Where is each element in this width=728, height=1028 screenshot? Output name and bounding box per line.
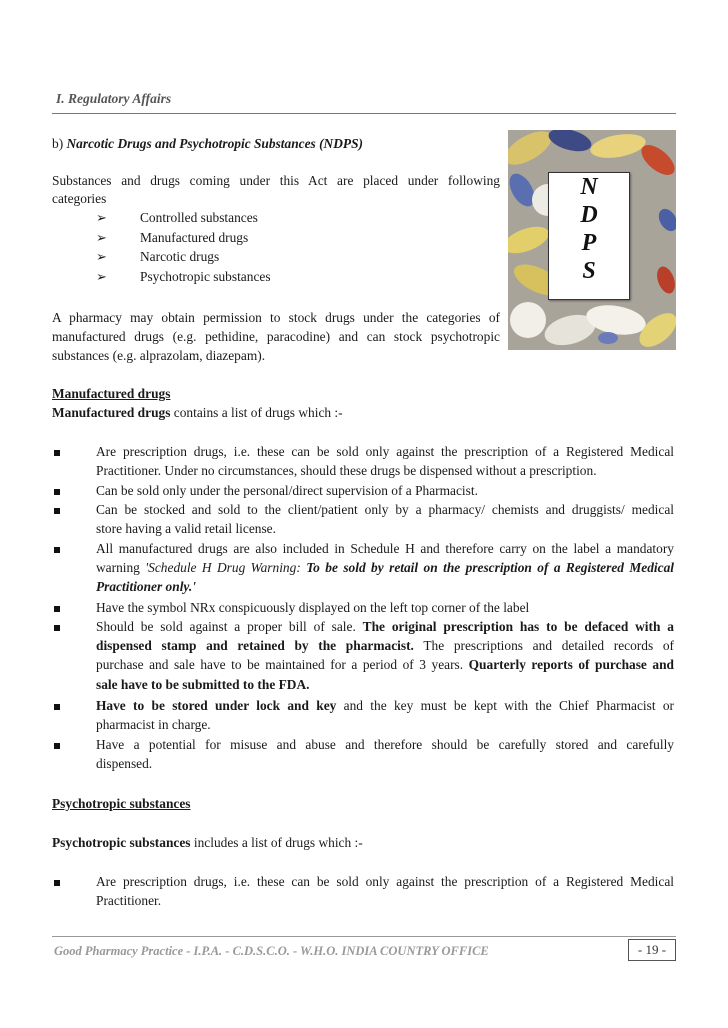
b6-bold-2: dispensed stamp and retained by the pharmacist. (96, 638, 414, 653)
intro-line-2: categories (52, 191, 107, 206)
arrow-bullet-icon: ➢ (96, 269, 107, 284)
bullet-6-line-4 (96, 676, 674, 694)
b6-text-3: purchase and sale have to be maintained for a period of 3 years. (96, 657, 469, 672)
bullet-6-line-2 (96, 637, 674, 655)
bullet-4-line-3 (96, 578, 674, 596)
category-item: Controlled substances (140, 210, 258, 225)
bullet-4-line-1: All manufactured drugs are also included in Schedule H and therefore carry on the label a mandatory (96, 541, 674, 556)
category-item: Psychotropic substances (140, 269, 271, 284)
bullet-1-line-1: Are prescription drugs, i.e. these can be sold only against the prescription of a Registered Medical (96, 444, 674, 459)
ndps-label-box (548, 172, 630, 300)
ndps-letter: P (581, 230, 597, 256)
bullet-8-line-1: Have a potential for misuse and abuse and therefore should be carefully stored and carefully (96, 737, 674, 752)
psychotropic-lead (52, 834, 363, 852)
manufactured-lead-rest: contains a list of drugs which :- (170, 405, 343, 420)
square-bullet-icon (54, 508, 60, 514)
b6-bold-4: sale have to be submitted to the FDA. (96, 677, 310, 692)
category-item: Manufactured drugs (140, 230, 249, 245)
footer-text: Good Pharmacy Practice - I.P.A. - C.D.S.C.O. - W.H.O. INDIA COUNTRY OFFICE (54, 944, 489, 958)
manufactured-lead-bold: Manufactured drugs (52, 405, 171, 420)
b7-bold: Have to be stored under lock and key (96, 698, 337, 713)
b4-warning-end: Practitioner only.' (96, 579, 196, 594)
footer-divider (52, 936, 676, 937)
b6-text: Should be sold against a proper bill of sale. (96, 619, 363, 634)
section-title-text: Narcotic Drugs and Psychotropic Substances (NDPS) (66, 136, 363, 151)
b4-warning-text: To be sold by retail on the prescription of a Registered Medical (306, 560, 674, 575)
b6-bold: The original prescription has to be defaced with a (362, 619, 674, 634)
manufactured-lead (52, 404, 343, 422)
bullet-7-line-1 (96, 697, 674, 715)
square-bullet-icon (54, 743, 60, 749)
square-bullet-icon (54, 450, 60, 456)
square-bullet-icon (54, 625, 60, 631)
pharmacy-para-line-2: manufactured drugs (e.g. pethidine, paracodine) and can stock psychotropic (52, 329, 500, 344)
b6-bold-3: Quarterly reports of purchase and (468, 657, 674, 672)
arrow-bullet-icon: ➢ (96, 230, 107, 245)
arrow-bullet-icon: ➢ (96, 249, 107, 264)
psychotropic-lead-rest: includes a list of drugs which :- (190, 835, 363, 850)
b4-warning-label: 'Schedule H Drug Warning: (145, 560, 307, 575)
bullet-4-line-2 (96, 559, 674, 577)
arrow-bullet-icon: ➢ (96, 210, 107, 225)
square-bullet-icon (54, 880, 60, 886)
ndps-letter: D (580, 202, 598, 228)
b6-text-2: The prescriptions and detailed records of (413, 638, 674, 653)
running-header: I. Regulatory Affairs (56, 91, 172, 106)
intro-line-1: Substances and drugs coming under this Act are placed under following (52, 173, 500, 188)
bullet-6-line-1 (96, 618, 674, 636)
psy-bullet-1-line-2: Practitioner. (96, 893, 162, 908)
b7-text: and the key must be kept with the Chief Pharmacist or (336, 698, 675, 713)
page-number: - 19 - (628, 939, 676, 961)
manufactured-heading: Manufactured drugs (52, 386, 171, 401)
psychotropic-lead-bold: Psychotropic substances (52, 835, 191, 850)
bullet-2-line-1: Can be sold only under the personal/direct supervision of a Pharmacist. (96, 483, 478, 498)
bullet-3-line-1: Can be stocked and sold to the client/patient only by a pharmacy/ chemists and druggists/ medical (96, 502, 674, 517)
bullet-3-line-2: store having a valid retail license. (96, 521, 276, 536)
ndps-letter: S (582, 258, 596, 284)
psy-bullet-1-line-1: Are prescription drugs, i.e. these can be sold only against the prescription of a Registered Medical (96, 874, 674, 889)
square-bullet-icon (54, 547, 60, 553)
b4-warning-word: warning (96, 560, 146, 575)
psychotropic-heading: Psychotropic substances (52, 796, 191, 811)
square-bullet-icon (54, 606, 60, 612)
ndps-letter: N (580, 174, 598, 200)
pharmacy-para-line-3: substances (e.g. alprazolam, diazepam). (52, 348, 266, 363)
bullet-7-line-2: pharmacist in charge. (96, 717, 211, 732)
header-divider (52, 113, 676, 114)
bullet-5-line-1: Have the symbol NRx conspicuously displayed on the left top corner of the label (96, 600, 530, 615)
bullet-8-line-2: dispensed. (96, 756, 153, 771)
bullet-6-line-3 (96, 656, 674, 674)
section-title (52, 135, 363, 153)
square-bullet-icon (54, 489, 60, 495)
bullet-1-line-2: Practitioner. Under no circumstances, should these drugs be dispensed without a prescription. (96, 463, 597, 478)
section-prefix: b) (52, 136, 67, 151)
pharmacy-para-line-1: A pharmacy may obtain permission to stock drugs under the categories of (52, 310, 500, 325)
category-item: Narcotic drugs (140, 249, 220, 264)
square-bullet-icon (54, 704, 60, 710)
